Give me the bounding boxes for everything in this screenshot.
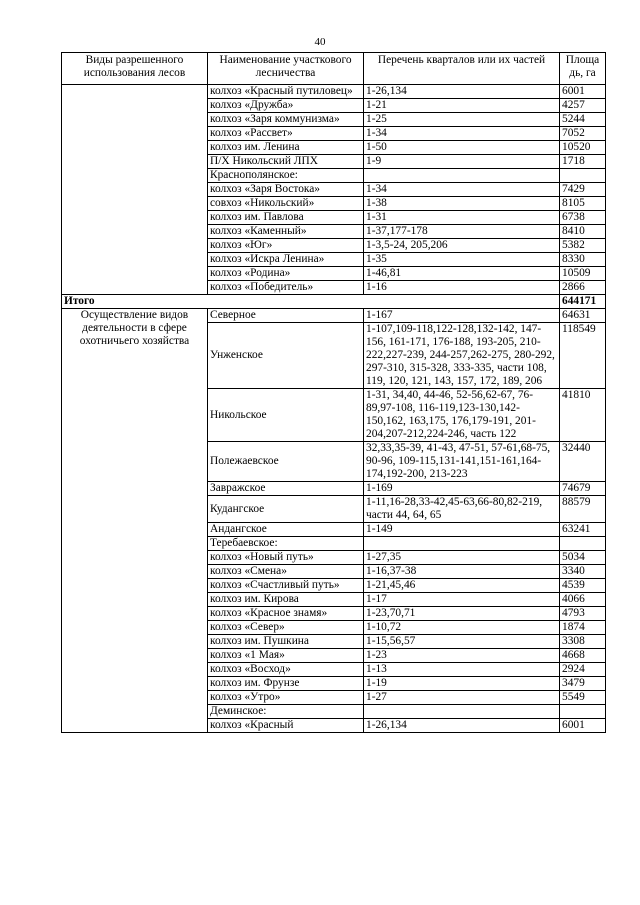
area: 10509 [560, 267, 606, 281]
area: 5382 [560, 239, 606, 253]
forestry-name: Северное [208, 309, 364, 323]
forestry-name: колхоз им. Фрунзе [208, 677, 364, 691]
use-type-cell [62, 169, 208, 183]
use-type-cell [62, 253, 208, 267]
table-row [62, 127, 606, 141]
forestry-name: колхоз им. Пушкина [208, 635, 364, 649]
area: 3308 [560, 635, 606, 649]
forestry-name: колхоз «Юг» [208, 239, 364, 253]
quarters: 1-23 [364, 649, 560, 663]
area: 4066 [560, 593, 606, 607]
quarters: 1-27 [364, 691, 560, 705]
area: 4668 [560, 649, 606, 663]
quarters: 1-15,56,57 [364, 635, 560, 649]
table-body [62, 85, 606, 733]
forestry-name: Полежаевское [208, 442, 364, 482]
quarters: 1-25 [364, 113, 560, 127]
area: 8105 [560, 197, 606, 211]
forestry-name: колхоз «Искра Ленина» [208, 253, 364, 267]
area: 5244 [560, 113, 606, 127]
forestry-name: колхоз «Смена» [208, 565, 364, 579]
area: 3340 [560, 565, 606, 579]
table-row [62, 211, 606, 225]
use-type-cell [62, 197, 208, 211]
total-row [62, 295, 606, 309]
quarters: 1-38 [364, 197, 560, 211]
quarters: 1-16,37-38 [364, 565, 560, 579]
forestry-name: колхоз «Красный путиловец» [208, 85, 364, 99]
quarters: 1-23,70,71 [364, 607, 560, 621]
area: 4257 [560, 99, 606, 113]
area: 6001 [560, 719, 606, 733]
area: 5549 [560, 691, 606, 705]
area: 6001 [560, 85, 606, 99]
quarters: 1-21,45,46 [364, 579, 560, 593]
area: 4539 [560, 579, 606, 593]
area: 1874 [560, 621, 606, 635]
forestry-name: Кудангское [208, 496, 364, 523]
forestry-name: колхоз им. Кирова [208, 593, 364, 607]
quarters: 1-13 [364, 663, 560, 677]
use-type-cell [62, 211, 208, 225]
forestry-name: Теребаевское: [208, 537, 364, 551]
forestry-name: Деминское: [208, 705, 364, 719]
area: 2924 [560, 663, 606, 677]
header-use-type: Виды разрешенного использования лесов [62, 53, 208, 85]
use-type-cell [62, 267, 208, 281]
table-row [62, 239, 606, 253]
forestry-name: колхоз «1 Мая» [208, 649, 364, 663]
use-type-cell [62, 281, 208, 295]
forestry-name: колхоз «Красный [208, 719, 364, 733]
area: 2866 [560, 281, 606, 295]
quarters: 1-17 [364, 593, 560, 607]
quarters: 1-27,35 [364, 551, 560, 565]
page-number: 40 [314, 36, 326, 48]
area: 74679 [560, 482, 606, 496]
table-header-row [62, 53, 606, 85]
area [560, 169, 606, 183]
forestry-name: колхоз «Дружба» [208, 99, 364, 113]
area: 7052 [560, 127, 606, 141]
header-forestry-name: Наименование участкового лесничества [208, 53, 364, 85]
use-type-hunting: Осуществление видов деятельности в сфере охотничьего хозяйства [62, 309, 208, 733]
table-row [62, 99, 606, 113]
forestry-name: Никольское [208, 389, 364, 442]
forestry-name: колхоз «Счастливый путь» [208, 579, 364, 593]
table-row [62, 183, 606, 197]
total-value: 644171 [560, 295, 606, 309]
forestry-name: колхоз «Утро» [208, 691, 364, 705]
use-type-cell [62, 127, 208, 141]
forestry-name: колхоз «Родина» [208, 267, 364, 281]
area [560, 537, 606, 551]
quarters: 1-46,81 [364, 267, 560, 281]
quarters: 1-167 [364, 309, 560, 323]
area: 41810 [560, 389, 606, 442]
table-row [62, 253, 606, 267]
quarters: 1-26,134 [364, 719, 560, 733]
area: 6738 [560, 211, 606, 225]
quarters: 32,33,35-39, 41-43, 47-51, 57-61,68-75, 90-96, 109-115,131-141,151-161,164-174,192-200, 213-223 [364, 442, 560, 482]
table-row [62, 197, 606, 211]
quarters: 1-169 [364, 482, 560, 496]
use-type-cell [62, 155, 208, 169]
quarters: 1-19 [364, 677, 560, 691]
quarters: 1-31 [364, 211, 560, 225]
use-type-cell [62, 183, 208, 197]
quarters: 1-34 [364, 183, 560, 197]
forestry-name: совхоз «Никольский» [208, 197, 364, 211]
area: 5034 [560, 551, 606, 565]
quarters: 1-11,16-28,33-42,45-63,66-80,82-219, части 44, 64, 65 [364, 496, 560, 523]
quarters: 1-50 [364, 141, 560, 155]
area: 4793 [560, 607, 606, 621]
forestry-name: колхоз «Заря коммунизма» [208, 113, 364, 127]
use-type-cell [62, 85, 208, 99]
table-row [62, 225, 606, 239]
forestry-name: Унженское [208, 323, 364, 389]
use-type-cell [62, 239, 208, 253]
forestry-name: колхоз «Победитель» [208, 281, 364, 295]
area: 8330 [560, 253, 606, 267]
use-type-cell [62, 113, 208, 127]
forestry-name: колхоз «Заря Востока» [208, 183, 364, 197]
forestry-name: колхоз «Рассвет» [208, 127, 364, 141]
table-row [62, 281, 606, 295]
use-type-cell [62, 141, 208, 155]
quarters: 1-149 [364, 523, 560, 537]
area: 8410 [560, 225, 606, 239]
area: 63241 [560, 523, 606, 537]
table-row [62, 309, 606, 323]
quarters: 1-16 [364, 281, 560, 295]
forestry-name: колхоз «Север» [208, 621, 364, 635]
table-row [62, 85, 606, 99]
forestry-name: колхоз «Каменный» [208, 225, 364, 239]
forestry-name: Краснополянское: [208, 169, 364, 183]
quarters: 1-107,109-118,122-128,132-142, 147-156, 161-171, 176-188, 193-205, 210-222,227-239, 244-257,262-275, 280-292, 297-310, 315-328, 333-335, части 108, 119, 120, 121, 143, 157, 172, 189, 206 [364, 323, 560, 389]
quarters [364, 537, 560, 551]
quarters: 1-10,72 [364, 621, 560, 635]
header-area: Площа дь, га [560, 53, 606, 85]
forestry-name: колхоз «Красное знамя» [208, 607, 364, 621]
table-row [62, 113, 606, 127]
forestry-name: колхоз им. Павлова [208, 211, 364, 225]
area: 10520 [560, 141, 606, 155]
forestry-name: П/Х Никольский ЛПХ [208, 155, 364, 169]
header-quarters: Перечень кварталов или их частей [364, 53, 560, 85]
area: 32440 [560, 442, 606, 482]
forestry-name: колхоз «Восход» [208, 663, 364, 677]
table-row [62, 169, 606, 183]
area: 3479 [560, 677, 606, 691]
area: 88579 [560, 496, 606, 523]
table-row [62, 267, 606, 281]
quarters: 1-3,5-24, 205,206 [364, 239, 560, 253]
forestry-name: колхоз им. Ленина [208, 141, 364, 155]
quarters: 1-35 [364, 253, 560, 267]
forestry-name: Завражское [208, 482, 364, 496]
total-label: Итого [62, 295, 560, 309]
area: 1718 [560, 155, 606, 169]
quarters [364, 169, 560, 183]
quarters: 1-21 [364, 99, 560, 113]
quarters: 1-26,134 [364, 85, 560, 99]
table-row [62, 141, 606, 155]
forest-use-table [61, 52, 606, 733]
forestry-name: колхоз «Новый путь» [208, 551, 364, 565]
forestry-name: Андангское [208, 523, 364, 537]
use-type-cell [62, 99, 208, 113]
quarters: 1-9 [364, 155, 560, 169]
area [560, 705, 606, 719]
quarters [364, 705, 560, 719]
quarters: 1-31, 34,40, 44-46, 52-56,62-67, 76-89,97-108, 116-119,123-130,142-150,162, 163,175, 176,179-191, 201-204,207-212,224-246, часть 122 [364, 389, 560, 442]
quarters: 1-37,177-178 [364, 225, 560, 239]
area: 7429 [560, 183, 606, 197]
use-type-cell [62, 225, 208, 239]
area: 64631 [560, 309, 606, 323]
table-row [62, 155, 606, 169]
area: 118549 [560, 323, 606, 389]
quarters: 1-34 [364, 127, 560, 141]
